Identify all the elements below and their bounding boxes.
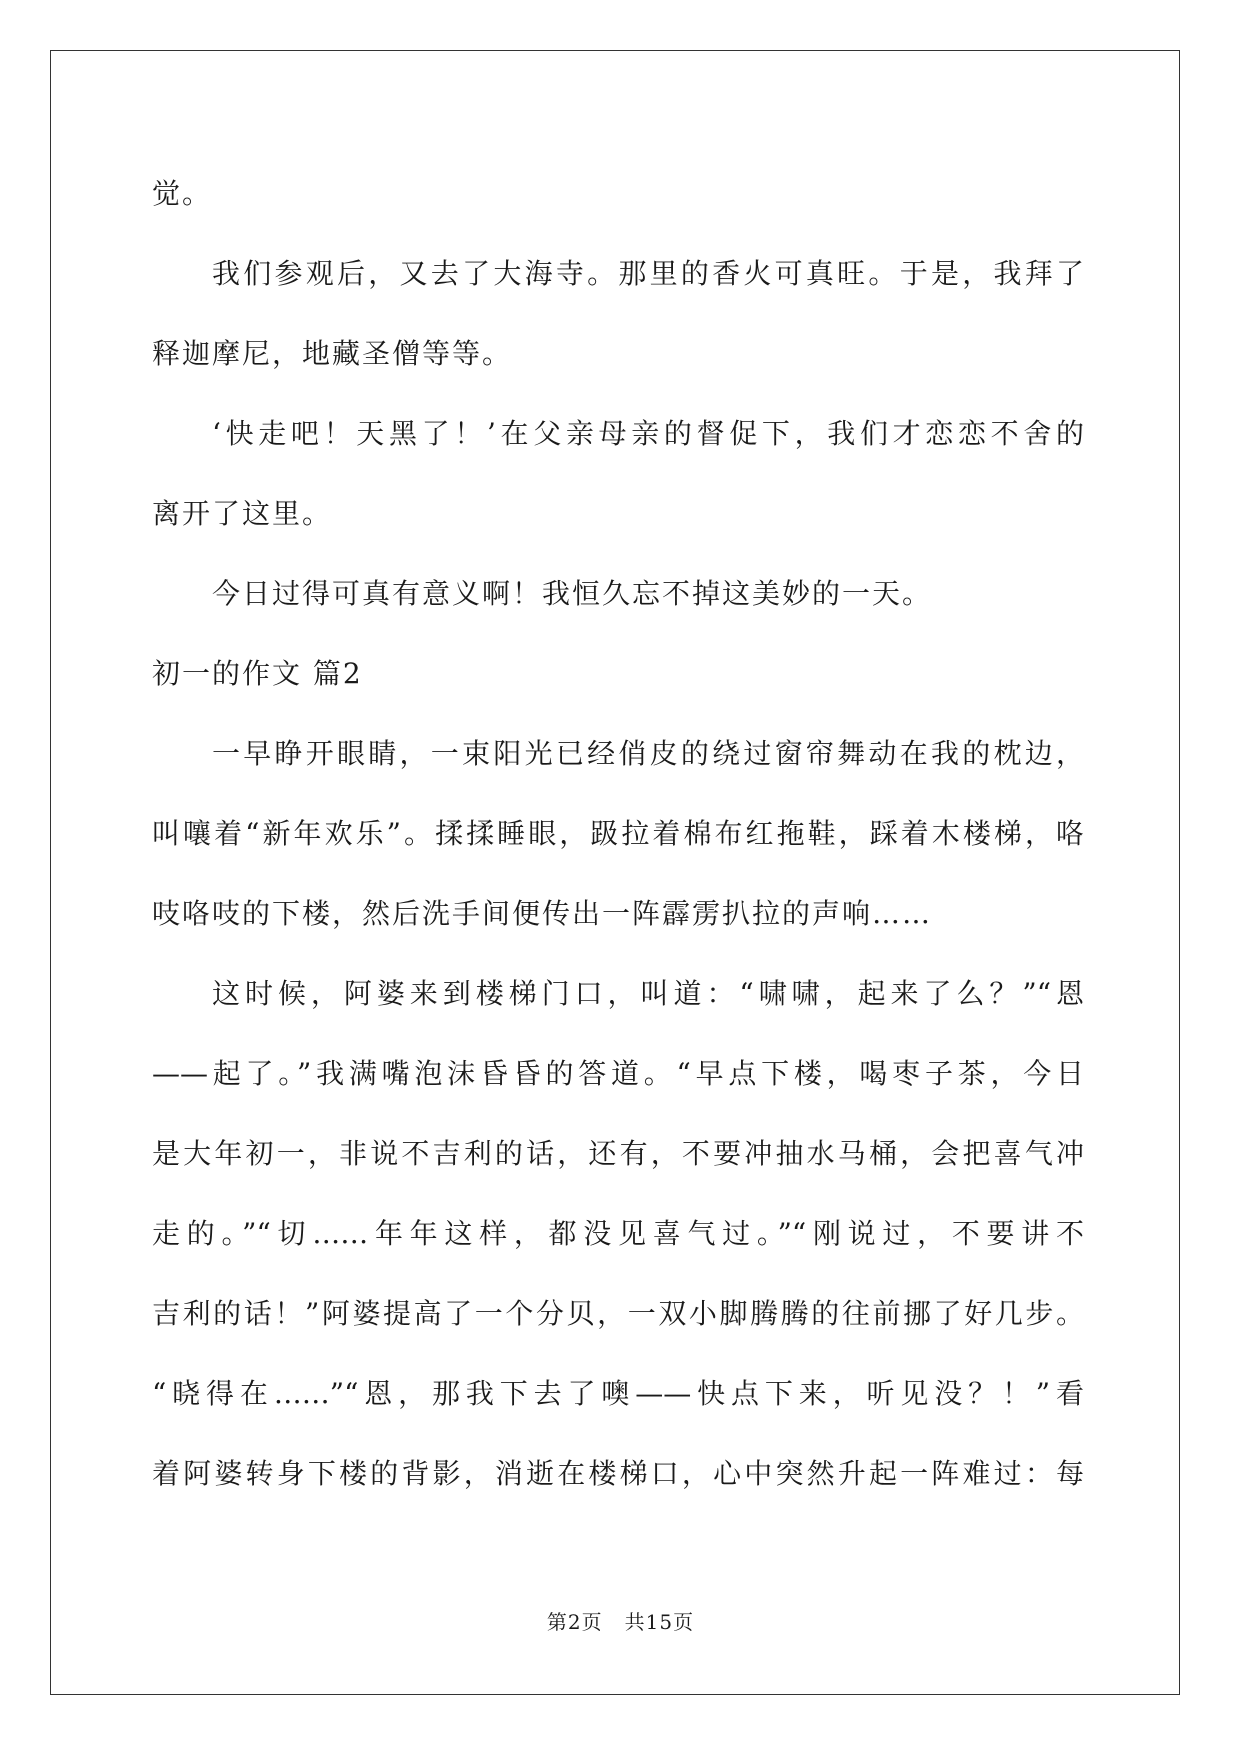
text-line: 吱咯吱的下楼，然后洗手间便传出一阵霹雳扒拉的声响……: [152, 897, 933, 930]
text-line: 初一的作文 篇2: [152, 657, 363, 690]
text-line: 今日过得可真有意义啊！我恒久忘不掉这美妙的一天。: [212, 577, 933, 610]
text-line: ‘快走吧！天黑了！’在父亲母亲的督促下，我们才恋恋不舍的: [212, 417, 1084, 450]
text-line: 走的。”“切……年年这样，都没见喜气过。”“刚说过，不要讲不: [152, 1217, 1084, 1250]
text-line: 觉。: [152, 177, 213, 210]
text-line: 释迦摩尼，地藏圣僧等等。: [152, 337, 513, 370]
page-total: 共15页: [624, 1610, 695, 1634]
text-line: 离开了这里。: [152, 497, 333, 530]
page-number: 第2页: [546, 1610, 603, 1634]
text-line: 吉利的话！”阿婆提高了一个分贝，一双小脚腾腾的往前挪了好几步。: [152, 1297, 1084, 1330]
text-line: ——起了。”我满嘴泡沫昏昏的答道。“早点下楼，喝枣子茶，今日: [152, 1057, 1084, 1090]
page-border: [50, 50, 1180, 1695]
page-footer: [0, 1610, 1241, 1634]
text-line: 一早睁开眼睛，一束阳光已经俏皮的绕过窗帘舞动在我的枕边，: [212, 737, 1084, 770]
text-line: 这时候，阿婆来到楼梯门口，叫道：“啸啸，起来了么？”“恩: [212, 977, 1084, 1010]
text-line: 是大年初一，非说不吉利的话，还有，不要冲抽水马桶，会把喜气冲: [152, 1137, 1084, 1170]
text-line: 叫嚷着“新年欢乐”。揉揉睡眼，趿拉着棉布红拖鞋，踩着木楼梯，咯: [152, 817, 1084, 850]
text-line: 着阿婆转身下楼的背影，消逝在楼梯口，心中突然升起一阵难过：每: [152, 1457, 1084, 1490]
text-line: 我们参观后，又去了大海寺。那里的香火可真旺。于是，我拜了: [212, 257, 1084, 290]
text-line: “晓得在……”“恩，那我下去了噢——快点下来，听见没？！”看: [152, 1377, 1084, 1410]
